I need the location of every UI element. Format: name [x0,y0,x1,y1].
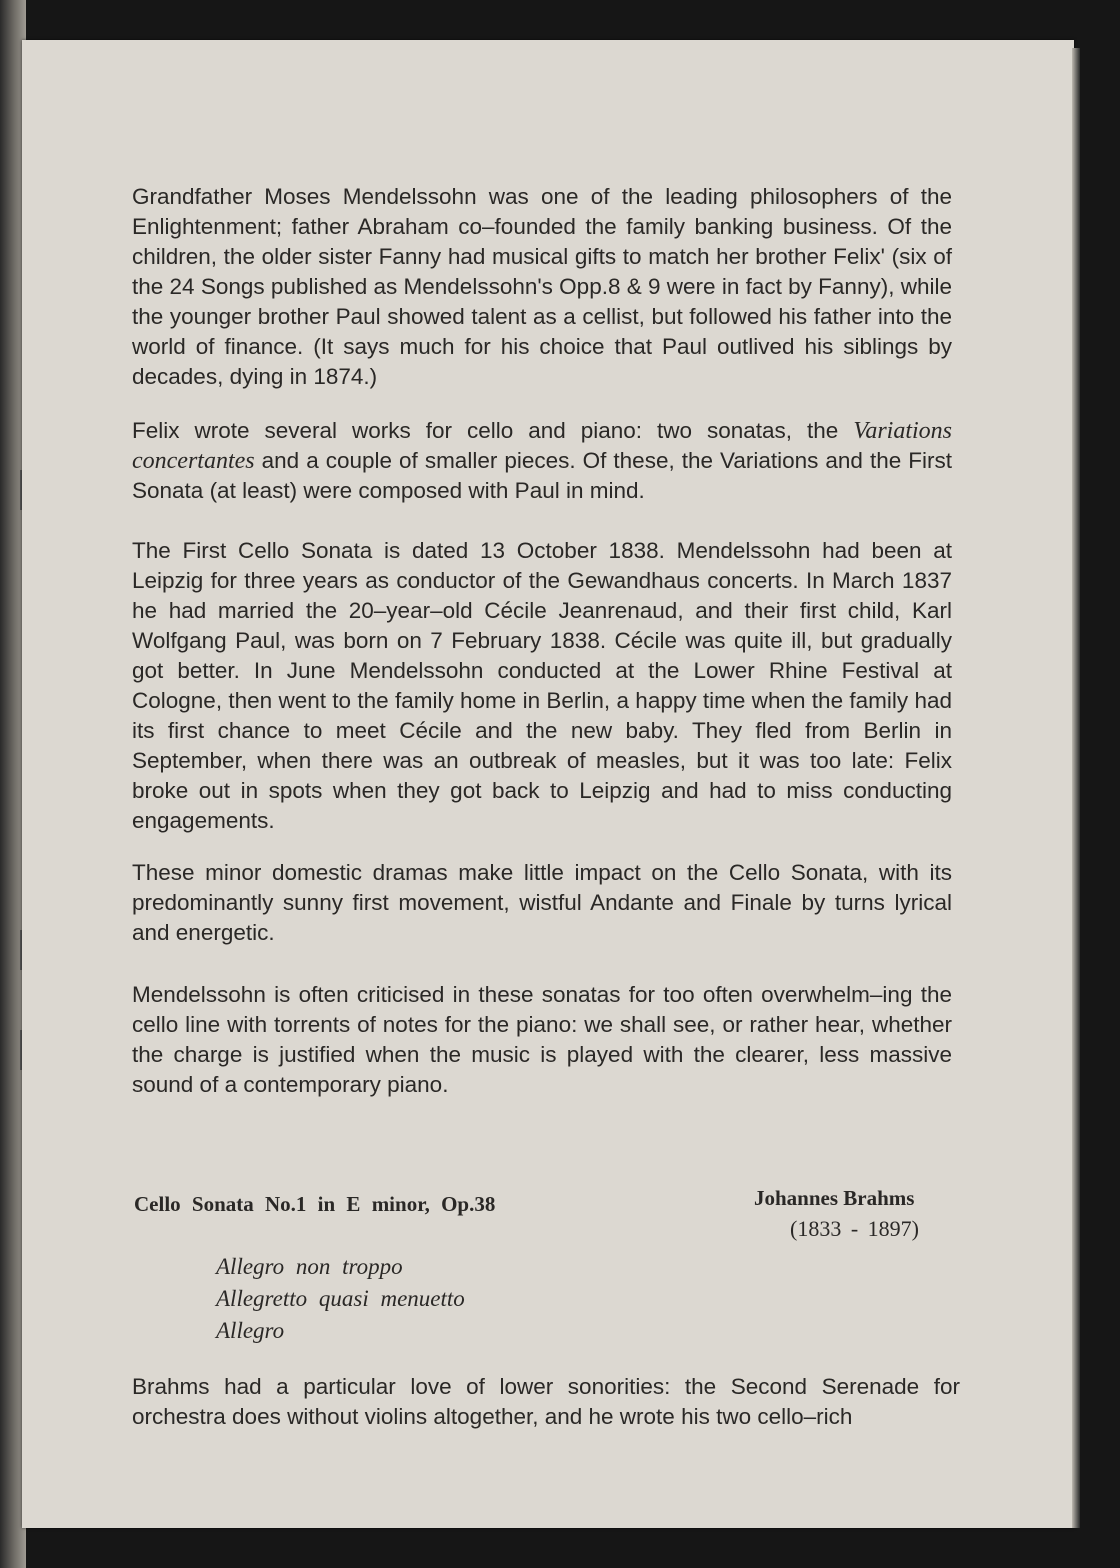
paragraph-first-sonata: The First Cello Sonata is dated 13 October 1838. Mendelssohn had been at Leipzig for three years as conductor of the Gewandhaus concerts. In March 1837 he had married the 20–year–old Cécile Jeanrenaud, and their first child, Karl Wolfgang Paul, was born on 7 February 1838. Cécile was quite ill, but gradually got better. In June Mendelssohn conducted at the Lower Rhine Festival at Cologne, then went to the family home in Berlin, a happy time when the family had its first chance to meet Cécile and the new baby. They fled from Berlin in September, when there was an outbreak of measles, but it was too late: Felix broke out in spots when they got back to Leipzig and had to miss conducting engagements. [132,538,952,833]
paragraph-criticism: Mendelssohn is often criticised in these sonatas for too often overwhelm–ing the cello line with torrents of notes for the piano: we shall see, or rather hear, whether the charge is justified when the music is played with the clearer, less massive sound of a contemporary piano. [132,982,952,1097]
composer-name: Johannes Brahms [754,1186,915,1210]
paragraph-family: Grandfather Moses Mendelssohn was one of the leading philosophers of the Enlightenment; father Abraham co–founded the family banking business. Of the children, the older sister Fanny had musical gifts to match her brother Felix' (six of the 24 Songs published as Mendelssohn's Opp.8 & 9 were in fact by Fanny), while the younger brother Paul showed talent as a cellist, but followed his father into the world of finance. (It says much for his choice that Paul outlived his siblings by decades, dying in 1874.) [132,184,952,389]
paragraph-brahms: Brahms had a particular love of lower sonorities: the Second Serenade for orchestra does without violins altogether, and he wrote his two cello–rich [132,1374,960,1429]
paragraph-domestic-dramas: These minor domestic dramas make little impact on the Cello Sonata, with its predominantly sunny first movement, wistful Andante and Finale by turns lyrical and energetic. [132,860,952,945]
work-title-italic: Variations concertantes [132,418,952,474]
book-page [22,40,1074,1528]
page-edge [1072,48,1080,1528]
movement-item: Allegro non troppo [216,1254,403,1279]
paragraph-works [132,416,952,506]
composer-dates: (1833 - 1897) [790,1216,919,1241]
movement-item: Allegro [216,1318,285,1343]
movement-item: Allegretto quasi menuetto [216,1286,465,1311]
paragraph-works-tail: and a couple of smaller pieces. Of these, the Variations and the First Sonata (at least) were composed with Paul in mind. [132,448,952,503]
paragraph-works-lead: Felix wrote several works for cello and piano: two sonatas, the [132,418,854,443]
work-title: Cello Sonata No.1 in E minor, Op.38 [134,1192,496,1216]
